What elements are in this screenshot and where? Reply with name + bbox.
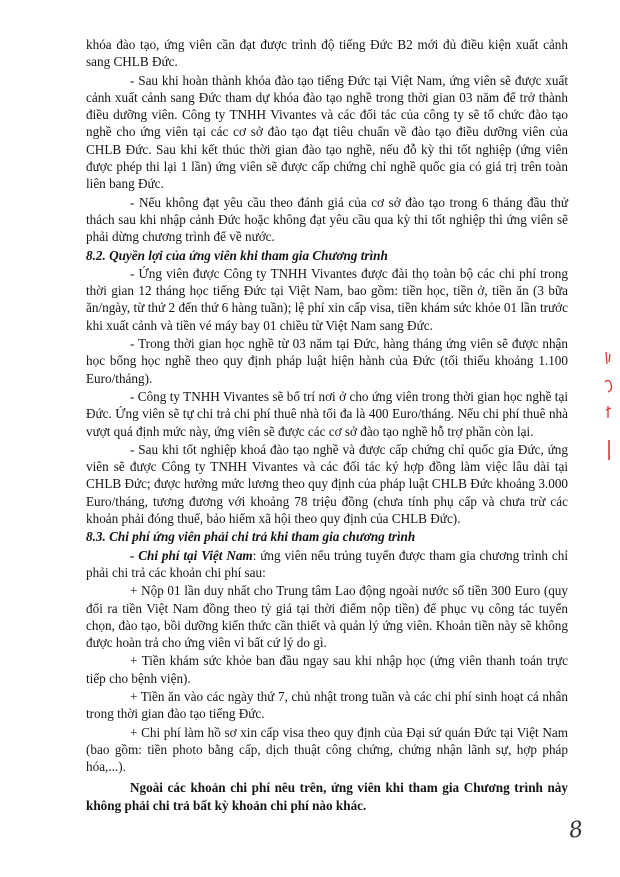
paragraph-employment-contract: - Sau khi tốt nghiệp khoá đào tạo nghề và được cấp chứng chỉ quốc gia Đức, ứng viên sẽ được Công ty TNHH Vivantes và các đối tác ký hợp đồng làm việc lâu dài tại CHLB Đức; được hưởng mức lương theo quy định của pháp luật CHLB Đức khoảng 3.000 Euro/tháng, tương đương với khoảng 78 triệu đồng (chưa tính phụ cấp và chưa trừ các khoản phải đóng thuế, bảo hiểm xã hội theo quy định của CHLB Đức). — [86, 441, 568, 527]
paragraph-sponsored-costs: - Ứng viên được Công ty TNHH Vivantes được đài thọ toàn bộ các chi phí trong thời gian 12 tháng học tiếng Đức tại Việt Nam, bao gồm: tiền học, tiền ở, tiền ăn (3 bữa ăn/ngày, từ thứ 2 đến thứ 6 hàng tuần); lệ phí xin cấp visa, tiền khám sức khỏe 01 lần trước khi xuất cảnh và tiền vé máy bay 01 chiều từ Việt Nam sang Đức. — [86, 265, 568, 333]
costs-vietnam-label: - Chi phí tại Việt Nam — [130, 547, 253, 563]
section-heading-8-2: 8.2. Quyền lợi của ứng viên khi tham gia Chương trình — [86, 247, 388, 263]
paragraph-vocational-training: - Sau khi hoàn thành khóa đào tạo tiếng Đức tại Việt Nam, ứng viên sẽ được xuất cảnh xuất cảnh sang Đức tham dự khóa đào tạo nghề trong thời gian 03 năm để trở thành điều dưỡng viên. Công ty TNHH Vivantes và các đối tác của công ty sẽ tổ chức đào tạo nghề cho ứng viên tại các cơ sở đào tạo đạt tiêu chuẩn về đào tạo điều dưỡng viên của CHLB Đức. Sau khi kết thúc thời gian đào tạo nghề, nếu đỗ kỳ thi tốt nghiệp (ứng viên được phép thi lại 1 lần) ứng viên sẽ được cấp chứng chỉ nghề quốc gia có giá trị trên toàn liên bang Đức. — [86, 72, 568, 192]
paragraph-b2-requirement: khóa đào tạo, ứng viên cần đạt được trình độ tiếng Đức B2 mới đủ điều kiện xuất cảnh sang CHLB Đức. — [86, 37, 568, 70]
section-heading-8-3: 8.3. Chi phí ứng viên phải chi trả khi tham gia chương trình — [86, 529, 416, 545]
costs-vietnam-text: : ứng viên nếu trúng tuyển được tham gia chương trình chỉ phải chi trả các khoản chi phí sau: — [86, 547, 569, 580]
paragraph-health-check: + Tiền khám sức khỏe ban đầu ngay sau khi nhập học (ứng viên thanh toán trực tiếp cho bệnh viện). — [86, 653, 568, 686]
paragraph-weekend-meals: + Tiền ăn vào các ngày thứ 7, chủ nhật trong tuần và các chi phí sinh hoạt cá nhân trong thời gian đào tạo tiếng Đức. — [86, 688, 568, 722]
paragraph-housing: - Công ty TNHH Vivantes sẽ bố trí nơi ở cho ứng viên trong thời gian học nghề tại Đức. Ứng viên sẽ tự chi trả chi phí thuê nhà tối đa là 400 Euro/tháng. Nếu chi phí thuê nhà vượt quá định mức này, ứng viên sẽ được các cơ sở đào tạo nghề hỗ trợ phần còn lại. — [86, 388, 568, 439]
paragraph-visa-costs: + Chi phí làm hồ sơ xin cấp visa theo quy định của Đại sứ quán Đức tại Việt Nam (bao gồm: tiền photo bằng cấp, dịch thuật công chứng, chứng nhận lãnh sự, hợp pháp hóa,...). — [86, 724, 568, 775]
paragraph-scholarship: - Trong thời gian học nghề từ 03 năm tại Đức, hàng tháng ứng viên sẽ được nhận học bổng học nghề theo quy định pháp luật hiện hành của Đức (tối thiểu khoảng 1.100 Euro/tháng). — [86, 336, 568, 386]
margin-handwritten-marks — [600, 348, 618, 468]
paragraph-costs-vietnam — [86, 547, 568, 582]
document-body — [86, 36, 568, 815]
paragraph-fee-300-euro: + Nộp 01 lần duy nhất cho Trung tâm Lao động ngoài nước số tiền 300 Euro (quy đổi ra tiền Việt Nam đồng theo tỷ giá tại thời điểm nộp tiền) để phục vụ công tác tuyển chọn, đào tạo, bồi dưỡng kiến thức cần thiết và quản lý ứng viên. Khoản tiền này sẽ không được hoàn trả cho ứng viên vì bất cứ lý do gì. — [86, 583, 568, 651]
paragraph-failure-return: - Nếu không đạt yêu cầu theo đánh giá của cơ sở đào tạo trong 6 tháng đầu thử thách sau khi nhập cảnh Đức hoặc không đạt yêu cầu qua kỳ thi tốt nghiệp thì ứng viên sẽ phải dừng chương trình để về nước. — [86, 194, 568, 245]
paragraph-no-other-costs: Ngoài các khoản chi phí nêu trên, ứng viên khi tham gia Chương trình này không phải chi trả bất kỳ khoản chi phí nào khác. — [86, 780, 568, 813]
page-number: 8 — [567, 817, 585, 844]
